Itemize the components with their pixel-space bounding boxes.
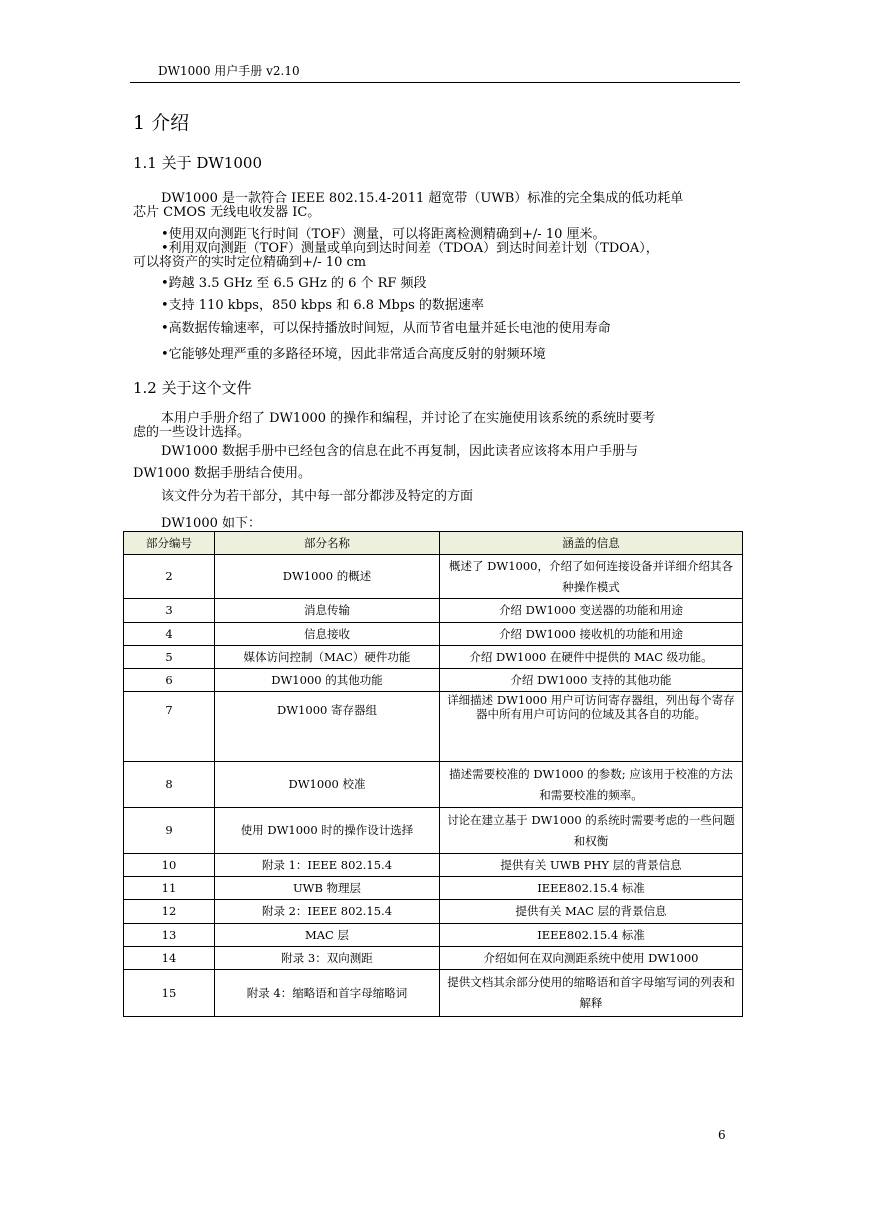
cell-number: 15 (124, 970, 215, 1017)
bullet-paragraph-tdoa (133, 242, 733, 270)
cell-info: 描述需要校准的 DW1000 的参数; 应该用于校准的方法和需要校准的频率。 (440, 762, 743, 808)
cell-info: 介绍 DW1000 接收机的功能和用途 (440, 623, 743, 646)
about-p2-line-2: DW1000 数据手册结合使用。 (133, 466, 312, 481)
bullet-item: •支持 110 kbps，850 kbps 和 6.8 Mbps 的数据速率 (161, 298, 484, 313)
page-number: 6 (718, 1128, 726, 1142)
cell-info: 介绍 DW1000 在硬件中提供的 MAC 级功能。 (440, 646, 743, 669)
bullet-item: •利用双向测距（TOF）测量或单向到达时间差（TDOA）到达时间差计划（TDOA）， (161, 241, 659, 256)
cell-name: 信息接收 (215, 623, 440, 646)
bullet-item: •它能够处理严重的多路径环境，因此非常适合高度反射的射频环境 (161, 347, 546, 362)
about-p3: 该文件分为若干部分，其中每一部分都涉及特定的方面 (161, 489, 474, 504)
section-heading-1-1: 1.1 关于 DW1000 (133, 154, 263, 172)
table-row (124, 924, 743, 947)
cell-info: 介绍 DW1000 支持的其他功能 (440, 669, 743, 692)
cell-number: 6 (124, 669, 215, 692)
cell-info: 提供文档其余部分使用的缩略语和首字母缩写词的列表和解释 (440, 970, 743, 1017)
cell-info: 提供有关 MAC 层的背景信息 (440, 900, 743, 924)
cell-name: 使用 DW1000 时的操作设计选择 (215, 808, 440, 854)
table-row (124, 900, 743, 924)
about-paragraph-1 (133, 412, 733, 440)
cell-name: DW1000 的其他功能 (215, 669, 440, 692)
cell-info: 提供有关 UWB PHY 层的背景信息 (440, 854, 743, 877)
cell-name: 附录 1：IEEE 802.15.4 (215, 854, 440, 877)
about-p2-line-1: DW1000 数据手册中已经包含的信息在此不再复制，因此读者应该将本用户手册与 (161, 444, 639, 459)
intro-line-2: 芯片 CMOS 无线电收发器 IC。 (133, 205, 321, 220)
cell-number: 11 (124, 877, 215, 900)
sections-table (123, 531, 743, 1017)
table-row (124, 692, 743, 762)
cell-number: 10 (124, 854, 215, 877)
table-row (124, 599, 743, 623)
cell-name: DW1000 寄存器组 (215, 692, 440, 762)
cell-info: 详细描述 DW1000 用户可访问寄存器组，列出每个寄存器中所有用户可访问的位域及其各自的功能。 (440, 692, 743, 762)
table-row (124, 669, 743, 692)
table-row (124, 623, 743, 646)
cell-info: 讨论在建立基于 DW1000 的系统时需要考虑的一些问题和权衡 (440, 808, 743, 854)
cell-number: 9 (124, 808, 215, 854)
about-p4: DW1000 如下： (161, 516, 262, 531)
cell-number: 12 (124, 900, 215, 924)
about-p1-line-1: 本用户手册介绍了 DW1000 的操作和编程，并讨论了在实施使用该系统的系统时要考 (161, 411, 656, 426)
cell-info: IEEE802.15.4 标准 (440, 877, 743, 900)
table-row (124, 877, 743, 900)
cell-name: DW1000 的概述 (215, 555, 440, 599)
cell-number: 4 (124, 623, 215, 646)
section-heading-1-2: 1.2 关于这个文件 (133, 379, 252, 397)
cell-number: 13 (124, 924, 215, 947)
cell-number: 14 (124, 947, 215, 970)
bullet-item-continuation: 可以将资产的实时定位精确到+/- 10 cm (133, 255, 367, 270)
cell-name: DW1000 校准 (215, 762, 440, 808)
cell-number: 8 (124, 762, 215, 808)
col-header-number: 部分编号 (124, 532, 215, 555)
cell-name: 附录 3：双向测距 (215, 947, 440, 970)
about-p1-line-2: 虑的一些设计选择。 (133, 425, 251, 440)
cell-number: 5 (124, 646, 215, 669)
cell-number: 7 (124, 692, 215, 762)
cell-name: 消息传输 (215, 599, 440, 623)
bullet-item: •高数据传输速率，可以保持播放时间短，从而节省电量并延长电池的使用寿命 (161, 321, 611, 336)
table-row (124, 947, 743, 970)
intro-paragraph (133, 192, 733, 220)
bullet-paragraph-tof (133, 228, 733, 242)
table-row (124, 646, 743, 669)
table-row (124, 555, 743, 599)
bullet-item: •跨越 3.5 GHz 至 6.5 GHz 的 6 个 RF 频段 (161, 276, 427, 291)
table-row (124, 970, 743, 1017)
cell-name: 媒体访问控制（MAC）硬件功能 (215, 646, 440, 669)
cell-info: 概述了 DW1000，介绍了如何连接设备并详细介绍其各种操作模式 (440, 555, 743, 599)
table-row (124, 854, 743, 877)
cell-name: MAC 层 (215, 924, 440, 947)
cell-name: 附录 4：缩略语和首字母缩略词 (215, 970, 440, 1017)
intro-line-1: DW1000 是一款符合 IEEE 802.15.4-2011 超宽带（UWB）标准的完全集成的低功耗单 (161, 191, 684, 206)
cell-info: 介绍 DW1000 变送器的功能和用途 (440, 599, 743, 623)
cell-number: 3 (124, 599, 215, 623)
cell-name: UWB 物理层 (215, 877, 440, 900)
section-heading-1: 1 介绍 (133, 112, 190, 134)
table-row (124, 762, 743, 808)
page-header (130, 64, 740, 83)
cell-name: 附录 2：IEEE 802.15.4 (215, 900, 440, 924)
table-row (124, 808, 743, 854)
col-header-name: 部分名称 (215, 532, 440, 555)
col-header-info: 涵盖的信息 (440, 532, 743, 555)
cell-number: 2 (124, 555, 215, 599)
cell-info: IEEE802.15.4 标准 (440, 924, 743, 947)
cell-info: 介绍如何在双向测距系统中使用 DW1000 (440, 947, 743, 970)
bullet-item: •使用双向测距飞行时间（TOF）测量，可以将距离检测精确到+/- 10 厘米。 (161, 227, 606, 242)
table-header-row (124, 532, 743, 555)
header-title: DW1000 用户手册 v2.10 (158, 64, 300, 78)
